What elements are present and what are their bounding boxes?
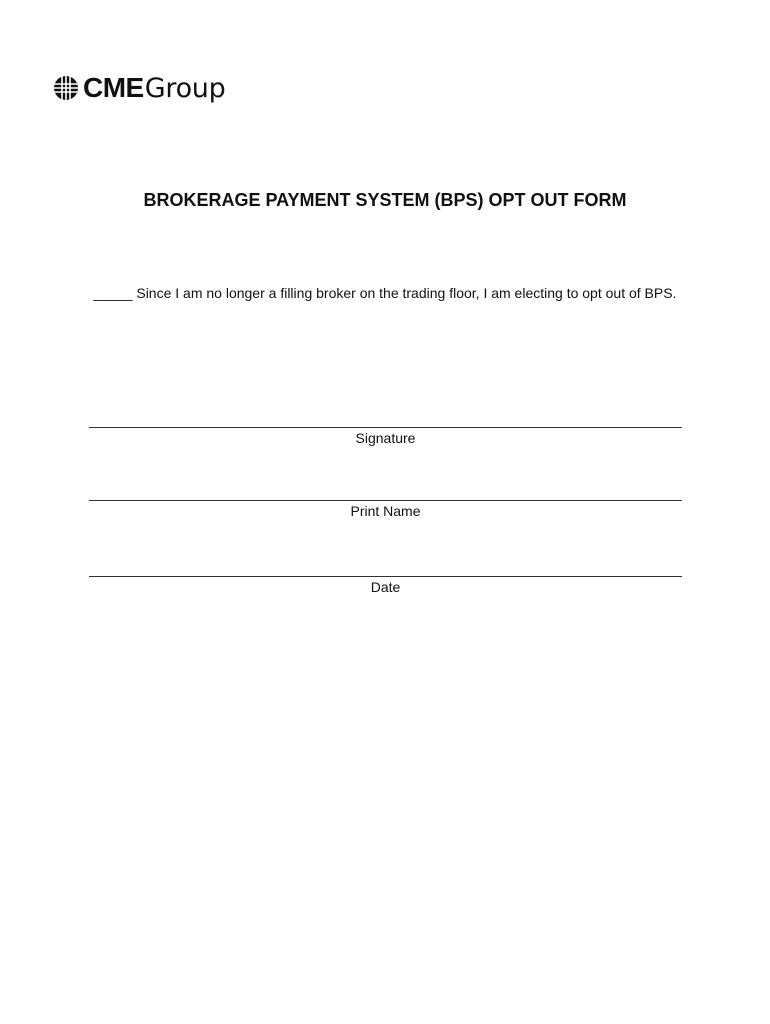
cme-group-logo (53, 70, 225, 106)
opt-out-statement: _____ Since I am no longer a filling broker on the trading floor, I am electing to opt out of BPS. (93, 285, 677, 301)
form-title: BROKERAGE PAYMENT SYSTEM (BPS) OPT OUT FORM (143, 190, 627, 210)
print-name-label: Print Name (350, 503, 421, 519)
signature-line[interactable] (89, 427, 682, 428)
logo-text-group: Group (144, 72, 226, 104)
signature-field (89, 427, 682, 447)
globe-icon (53, 75, 79, 101)
date-field (89, 576, 682, 596)
signature-label: Signature (355, 430, 416, 446)
logo-text-cme: CME (83, 72, 144, 103)
date-line[interactable] (89, 576, 682, 577)
print-name-field (89, 500, 682, 520)
date-label: Date (370, 579, 401, 595)
print-name-line[interactable] (89, 500, 682, 501)
